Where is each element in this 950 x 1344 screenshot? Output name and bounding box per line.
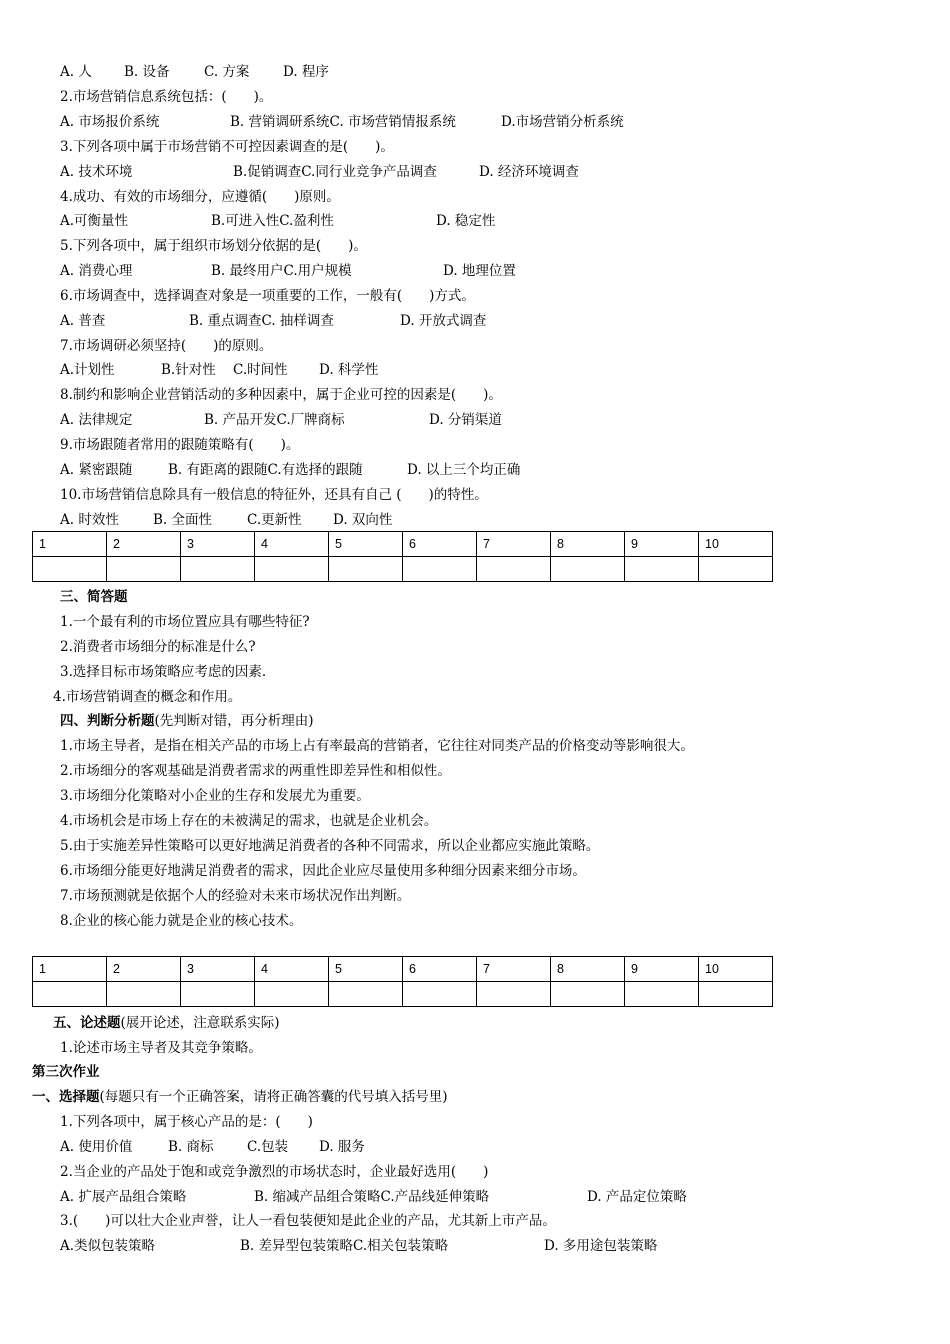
question-4: 4.成功、有效的市场细分，应遵循( )原则。 bbox=[60, 189, 340, 205]
answer-number: 3 bbox=[181, 532, 255, 557]
option-d: D. 双向性 bbox=[333, 512, 393, 528]
answer-number: 7 bbox=[477, 957, 551, 982]
question-2: 2.当企业的产品处于饱和或竞争激烈的市场状态时，企业最好选用( ) bbox=[60, 1164, 489, 1180]
section-heading-note: (展开论述，注意联系实际) bbox=[120, 1015, 280, 1031]
option-a: A. 技术环境 bbox=[60, 164, 133, 180]
answer-number: 1 bbox=[33, 957, 107, 982]
short-answer-item: 3.选择目标市场策略应考虑的因素. bbox=[60, 664, 267, 680]
option-a: A. 消费心理 bbox=[60, 263, 133, 279]
option-a: A. 人 bbox=[60, 64, 92, 80]
answer-cell[interactable] bbox=[329, 557, 403, 582]
answer-number: 4 bbox=[255, 957, 329, 982]
answer-cell[interactable] bbox=[625, 557, 699, 582]
answer-cell[interactable] bbox=[255, 557, 329, 582]
answer-number: 9 bbox=[625, 957, 699, 982]
judgement-item: 7.市场预测就是依据个人的经验对未来市场状况作出判断。 bbox=[60, 888, 411, 904]
option-c: C. 方案 bbox=[204, 64, 250, 80]
question-6: 6.市场调查中，选择调查对象是一项重要的工作，一般有( )方式。 bbox=[60, 288, 475, 304]
answer-cell[interactable] bbox=[551, 982, 625, 1007]
section-heading-note: (每题只有一个正确答案，请将正确答囊的代号填入括号里) bbox=[99, 1089, 448, 1105]
option-b: B.针对性 bbox=[161, 362, 216, 378]
answer-cell[interactable] bbox=[107, 982, 181, 1007]
section-heading-bold: 一、选择题 bbox=[32, 1089, 100, 1105]
option-d: D. 多用途包装策略 bbox=[544, 1238, 658, 1254]
option-a: A. 普查 bbox=[60, 313, 106, 329]
option-d: D. 服务 bbox=[319, 1139, 365, 1155]
option-a: A. 使用价值 bbox=[60, 1139, 133, 1155]
section-heading-bold: 五、论述题 bbox=[53, 1015, 121, 1031]
question-10: 10.市场营销信息除具有一般信息的特征外，还具有自己 ( )的特性。 bbox=[60, 487, 488, 503]
answer-cell[interactable] bbox=[33, 982, 107, 1007]
option-d: D. 以上三个均正确 bbox=[407, 462, 521, 478]
option-d: D. 程序 bbox=[283, 64, 329, 80]
answer-number: 1 bbox=[33, 532, 107, 557]
answer-number: 7 bbox=[477, 532, 551, 557]
answer-cell[interactable] bbox=[107, 557, 181, 582]
answer-cell[interactable] bbox=[477, 557, 551, 582]
question-2: 2.市场营销信息系统包括：( )。 bbox=[60, 89, 273, 105]
option-a: A.可衡量性 bbox=[60, 213, 129, 229]
short-answer-item: 2.消费者市场细分的标准是什么? bbox=[60, 639, 256, 655]
question-8: 8.制约和影响企业营销活动的多种因素中，属于企业可控的因素是( )。 bbox=[60, 387, 502, 403]
answer-number: 9 bbox=[625, 532, 699, 557]
answer-cell[interactable] bbox=[33, 557, 107, 582]
answer-table-blank-row bbox=[33, 982, 773, 1007]
essay-item: 1.论述市场主导者及其竞争策略。 bbox=[60, 1040, 262, 1056]
answer-number: 2 bbox=[107, 532, 181, 557]
judgement-item: 1.市场主导者，是指在相关产品的市场上占有率最高的营销者，它往往对同类产品的价格变动等影响很大。 bbox=[60, 738, 694, 754]
section-heading-note: (先判断对错，再分析理由) bbox=[154, 713, 314, 729]
answer-number: 2 bbox=[107, 957, 181, 982]
option-c: C.更新性 bbox=[247, 512, 302, 528]
option-b: B. 最终用户C.用户规模 bbox=[211, 263, 352, 279]
short-answer-item: 4.市场营销调查的概念和作用。 bbox=[53, 689, 242, 705]
answer-cell[interactable] bbox=[329, 982, 403, 1007]
answer-table bbox=[32, 956, 773, 1007]
answer-table-blank-row bbox=[33, 557, 773, 582]
answer-cell[interactable] bbox=[699, 982, 773, 1007]
judgement-item: 8.企业的核心能力就是企业的核心技术。 bbox=[60, 913, 303, 929]
judgement-item: 6.市场细分能更好地满足消费者的需求，因此企业应尽量使用多种细分因素来细分市场。 bbox=[60, 863, 586, 879]
question-9: 9.市场跟随者常用的跟随策略有( )。 bbox=[60, 437, 300, 453]
answer-number: 4 bbox=[255, 532, 329, 557]
option-a: A.计划性 bbox=[60, 362, 115, 378]
option-a: A. 时效性 bbox=[60, 512, 119, 528]
answer-number: 6 bbox=[403, 957, 477, 982]
answer-number: 5 bbox=[329, 957, 403, 982]
judgement-item: 4.市场机会是市场上存在的未被满足的需求，也就是企业机会。 bbox=[60, 813, 438, 829]
answer-number: 10 bbox=[699, 532, 773, 557]
answer-number: 8 bbox=[551, 957, 625, 982]
option-b: B. 商标 bbox=[168, 1139, 214, 1155]
question-3: 3.( )可以壮大企业声誉，让人一看包装便知是此企业的产品，尤其新上市产品。 bbox=[60, 1213, 556, 1229]
option-d: D. 稳定性 bbox=[436, 213, 496, 229]
answer-number: 8 bbox=[551, 532, 625, 557]
judgement-item: 5.由于实施差异性策略可以更好地满足消费者的各种不同需求，所以企业都应实施此策略。 bbox=[60, 838, 600, 854]
answer-cell[interactable] bbox=[181, 557, 255, 582]
option-b: B. 缩减产品组合策略C.产品线延伸策略 bbox=[254, 1189, 490, 1205]
homework-title: 第三次作业 bbox=[32, 1064, 100, 1080]
question-1: 1.下列各项中，属于核心产品的是：( ) bbox=[60, 1114, 313, 1130]
answer-number: 5 bbox=[329, 532, 403, 557]
option-a: A. 紧密跟随 bbox=[60, 462, 133, 478]
answer-number: 6 bbox=[403, 532, 477, 557]
answer-table bbox=[32, 531, 773, 582]
answer-cell[interactable] bbox=[255, 982, 329, 1007]
option-b: B. 设备 bbox=[124, 64, 170, 80]
option-b: B. 有距离的跟随C.有选择的跟随 bbox=[168, 462, 363, 478]
answer-table-header-row bbox=[33, 957, 773, 982]
judgement-item: 2.市场细分的客观基础是消费者需求的两重性即差异性和相似性。 bbox=[60, 763, 451, 779]
answer-cell[interactable] bbox=[181, 982, 255, 1007]
option-c: C.包装 bbox=[247, 1139, 289, 1155]
option-b: B. 重点调查C. 抽样调查 bbox=[189, 313, 334, 329]
option-d: D. 产品定位策略 bbox=[587, 1189, 687, 1205]
judgement-item: 3.市场细分化策略对小企业的生存和发展尤为重要。 bbox=[60, 788, 370, 804]
option-b: B. 营销调研系统C. 市场营销情报系统 bbox=[230, 114, 456, 130]
option-d: D. 经济环境调查 bbox=[479, 164, 579, 180]
question-7: 7.市场调研必须坚持( )的原则。 bbox=[60, 338, 273, 354]
section-heading-bold: 四、判断分析题 bbox=[60, 713, 155, 729]
answer-number: 3 bbox=[181, 957, 255, 982]
option-b: B.可进入性C.盈利性 bbox=[211, 213, 334, 229]
section-heading-choice bbox=[32, 1089, 448, 1105]
option-d: D. 开放式调查 bbox=[400, 313, 487, 329]
answer-cell[interactable] bbox=[625, 982, 699, 1007]
section-heading-judgement bbox=[60, 713, 314, 729]
section-heading-essay bbox=[53, 1015, 280, 1031]
option-b: B.促销调查C.同行业竞争产品调查 bbox=[233, 164, 437, 180]
answer-cell[interactable] bbox=[477, 982, 551, 1007]
question-3: 3.下列各项中属于市场营销不可控因素调查的是( )。 bbox=[60, 139, 394, 155]
option-c: C.时间性 bbox=[233, 362, 288, 378]
answer-table-header-row bbox=[33, 532, 773, 557]
option-d: D. 科学性 bbox=[319, 362, 379, 378]
option-a: A. 扩展产品组合策略 bbox=[60, 1189, 187, 1205]
section-heading-short-answer: 三、简答题 bbox=[60, 589, 128, 605]
option-b: B. 差异型包装策略C.相关包装策略 bbox=[240, 1238, 449, 1254]
option-d: D.市场营销分析系统 bbox=[501, 114, 624, 130]
option-a: A.类似包装策略 bbox=[60, 1238, 156, 1254]
option-d: D. 分销渠道 bbox=[429, 412, 502, 428]
answer-cell[interactable] bbox=[699, 557, 773, 582]
option-a: A. 法律规定 bbox=[60, 412, 133, 428]
short-answer-item: 1.一个最有利的市场位置应具有哪些特征? bbox=[60, 614, 310, 630]
answer-cell[interactable] bbox=[403, 982, 477, 1007]
option-a: A. 市场报价系统 bbox=[60, 114, 160, 130]
answer-number: 10 bbox=[699, 957, 773, 982]
option-d: D. 地理位置 bbox=[443, 263, 516, 279]
answer-cell[interactable] bbox=[551, 557, 625, 582]
answer-cell[interactable] bbox=[403, 557, 477, 582]
question-5: 5.下列各项中，属于组织市场划分依据的是( )。 bbox=[60, 238, 367, 254]
option-b: B. 产品开发C.厂牌商标 bbox=[204, 412, 345, 428]
option-b: B. 全面性 bbox=[153, 512, 213, 528]
